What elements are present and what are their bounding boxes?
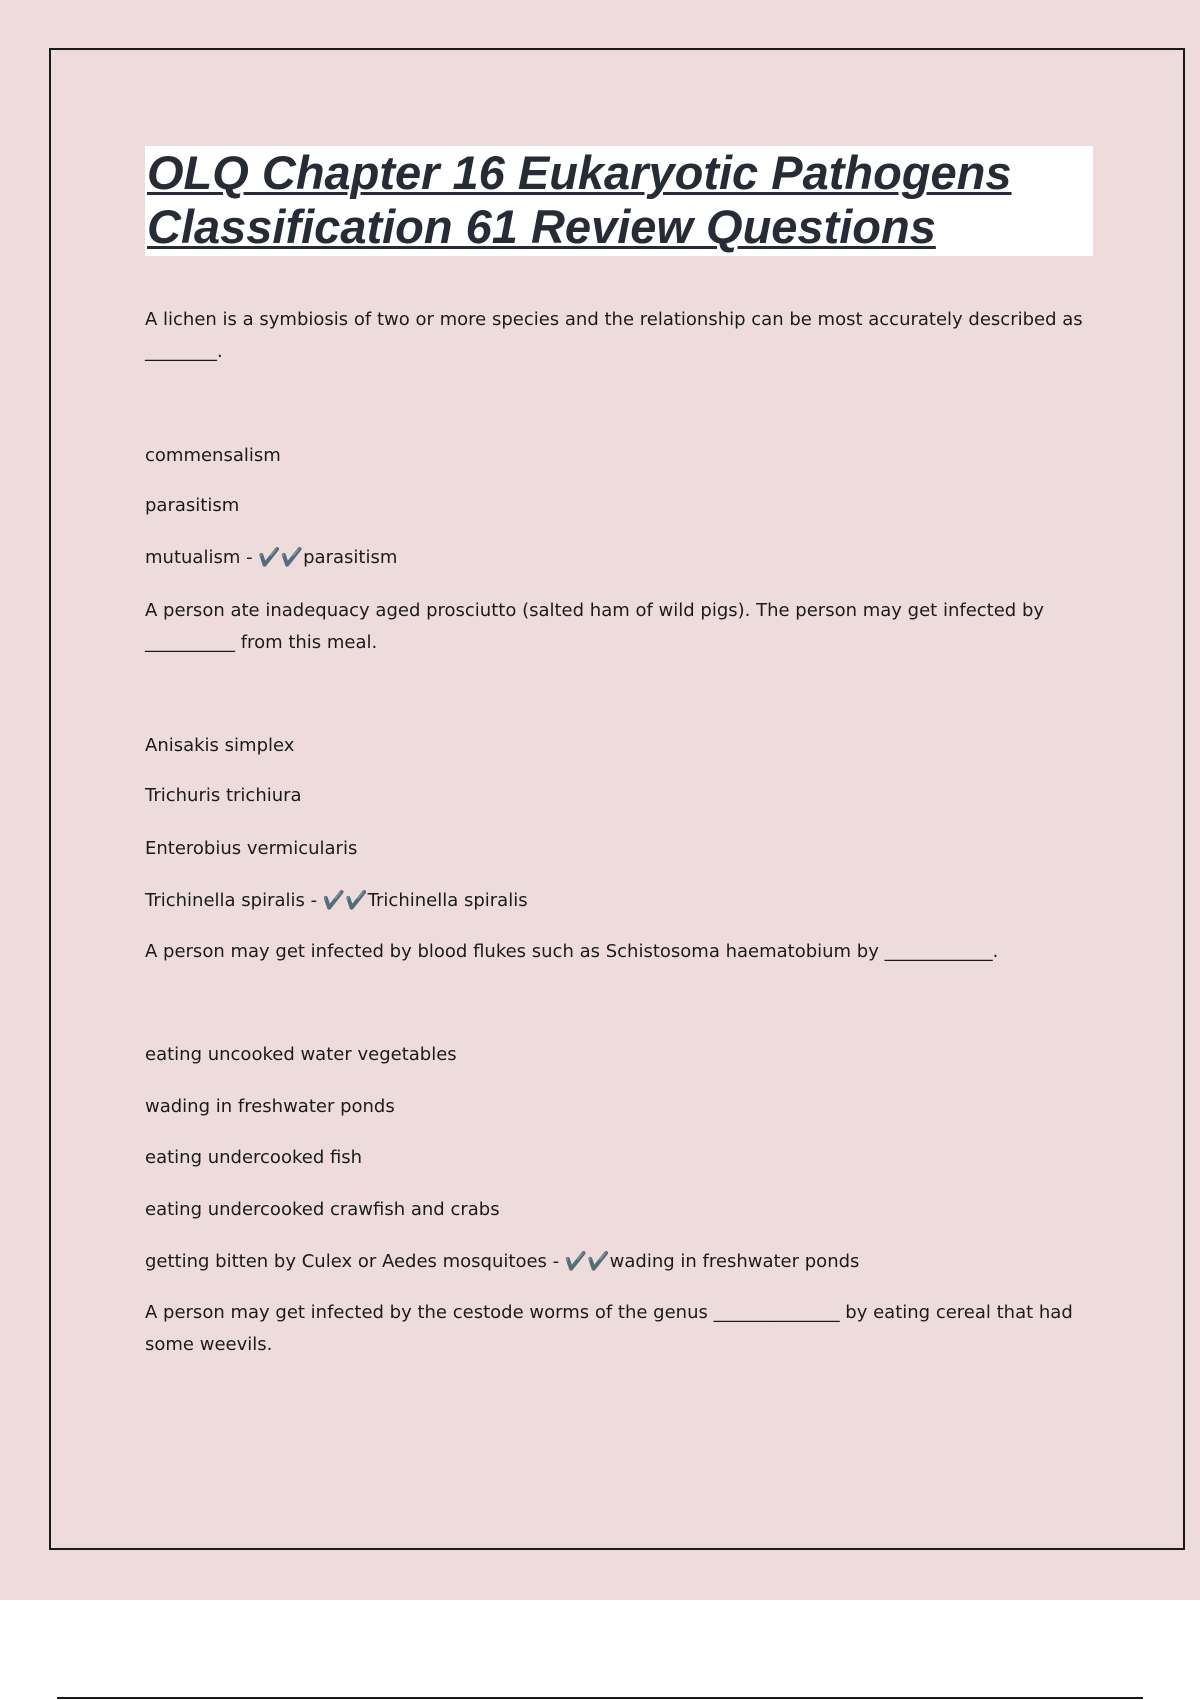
option-undercooked-fish: eating undercooked fish	[145, 1147, 363, 1168]
option-water-vegetables: eating uncooked water vegetables	[145, 1044, 457, 1065]
option-anisakis: Anisakis simplex	[145, 735, 295, 756]
question-2: A person ate inadequacy aged prosciutto (salted ham of wild pigs). The person may get infected by __________ from this meal.	[145, 600, 1050, 653]
option-wading: wading in freshwater ponds	[145, 1096, 395, 1117]
option-trichuris: Trichuris trichiura	[145, 785, 302, 806]
option-parasitism: parasitism	[145, 495, 240, 516]
option-commensalism: commensalism	[145, 445, 281, 466]
option-mutualism-answer: mutualism - ✔️✔️parasitism	[145, 547, 398, 568]
title-line-2: Classification 61 Review Questions	[147, 200, 936, 253]
question-3: A person may get infected by blood flukes such as Schistosoma haematobium by ____________.	[145, 941, 999, 962]
option-mosquitoes-answer: getting bitten by Culex or Aedes mosquitoes - ✔️✔️wading in freshwater ponds	[145, 1251, 860, 1272]
title-line-1: OLQ Chapter 16 Eukaryotic Pathogens	[147, 146, 1012, 199]
footer-divider	[57, 1697, 1143, 1699]
question-1: A lichen is a symbiosis of two or more species and the relationship can be most accurately described as ________.	[145, 309, 1089, 362]
document-title	[147, 146, 1087, 254]
option-trichinella-answer: Trichinella spiralis - ✔️✔️Trichinella spiralis	[145, 890, 528, 911]
question-4: A person may get infected by the cestode worms of the genus ______________ by eating cereal that had some weevils.	[145, 1302, 1079, 1355]
option-enterobius: Enterobius vermicularis	[145, 838, 358, 859]
option-crawfish-crabs: eating undercooked crawfish and crabs	[145, 1199, 500, 1220]
